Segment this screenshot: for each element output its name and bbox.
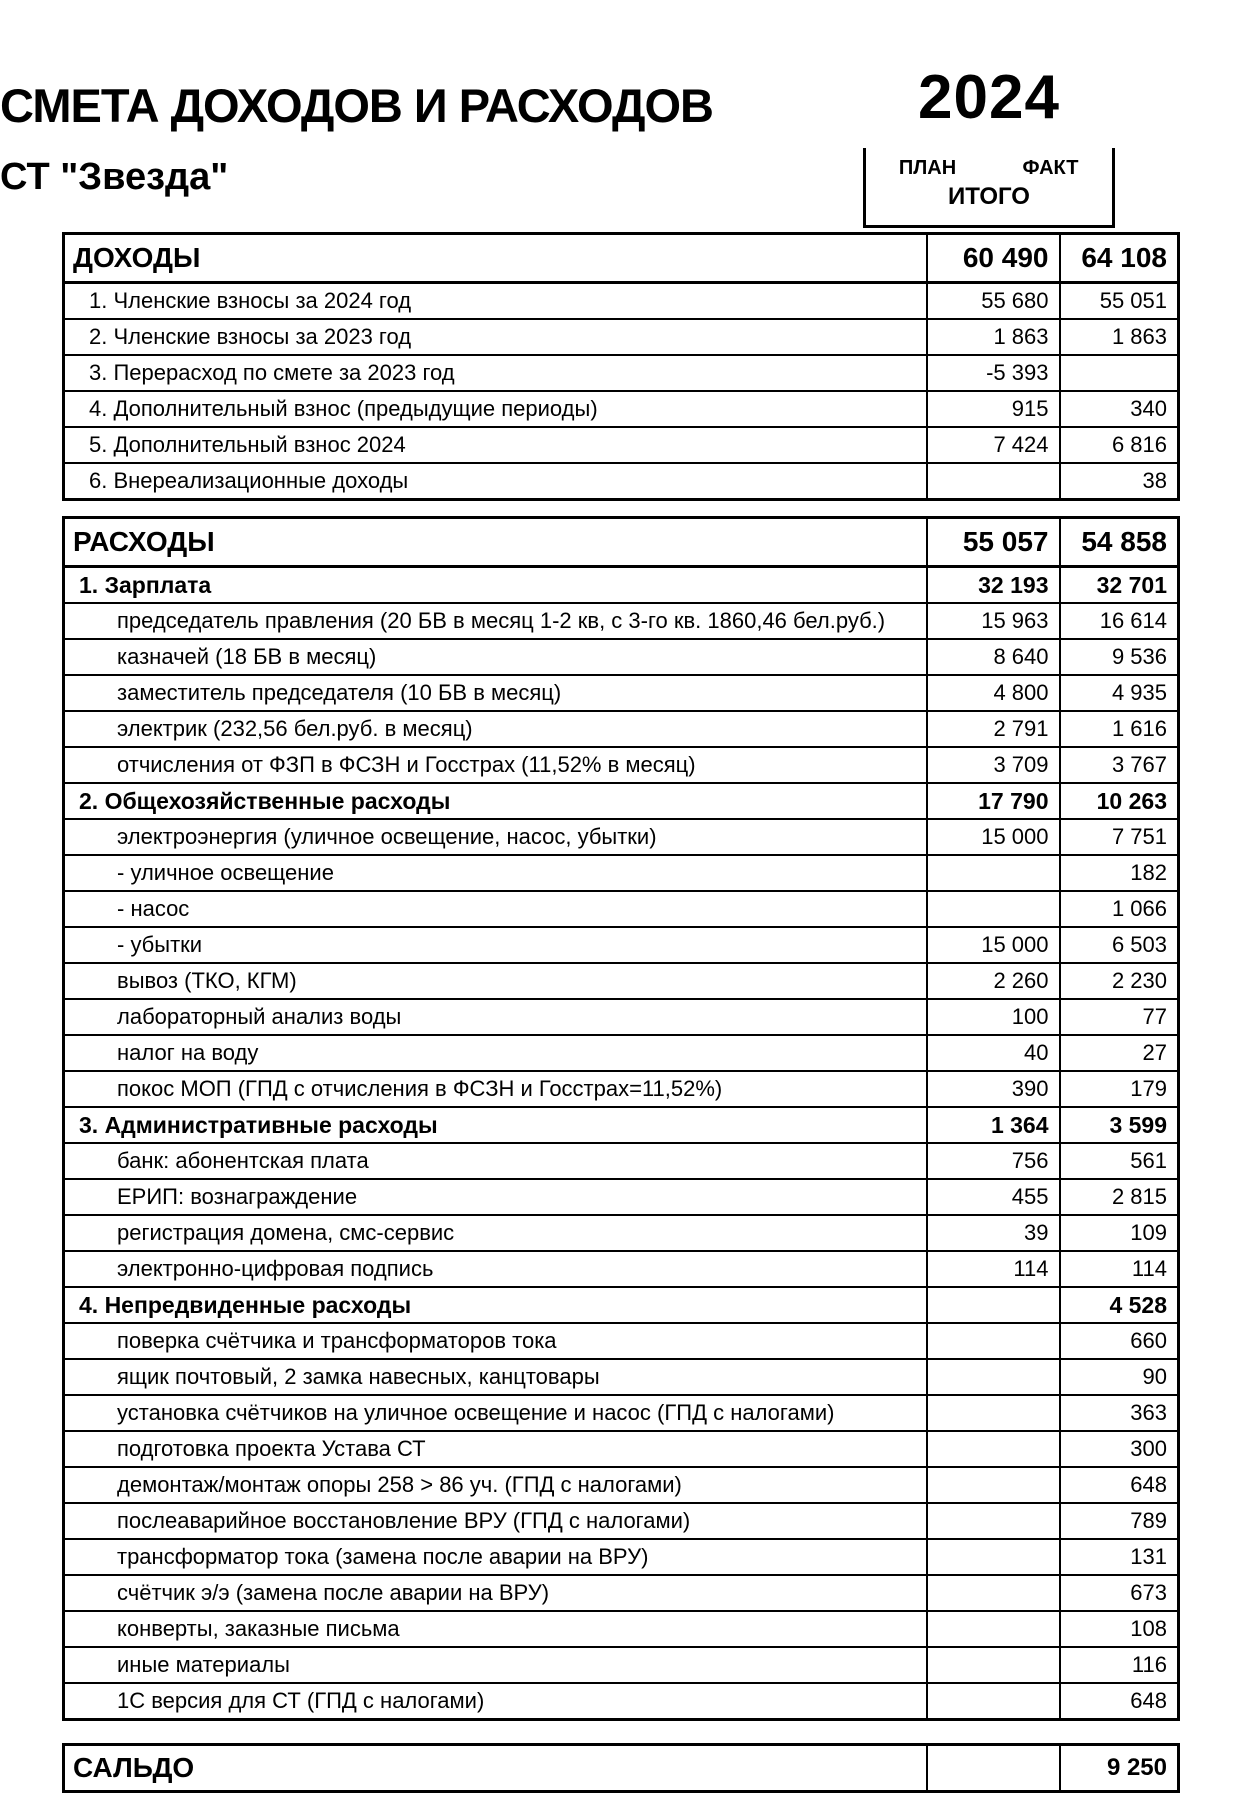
plan-value-cell bbox=[927, 1575, 1060, 1611]
row-label-cell: 1С версия для СТ (ГПД с налогами) bbox=[64, 1683, 927, 1720]
plan-value-cell: 55 057 bbox=[927, 518, 1060, 567]
plan-value-cell: -5 393 bbox=[927, 355, 1060, 391]
fact-value-cell: 108 bbox=[1060, 1611, 1179, 1647]
plan-value-cell bbox=[927, 1611, 1060, 1647]
fact-value-cell: 340 bbox=[1060, 391, 1179, 427]
income-table bbox=[62, 232, 1180, 501]
saldo-table bbox=[62, 1743, 1180, 1793]
plan-value-cell: 32 193 bbox=[927, 567, 1060, 604]
plan-value-cell: 756 bbox=[927, 1143, 1060, 1179]
plan-value-cell bbox=[927, 1359, 1060, 1395]
row-label-cell: демонтаж/монтаж опоры 258 > 86 уч. (ГПД с налогами) bbox=[64, 1467, 927, 1503]
fact-value-cell: 27 bbox=[1060, 1035, 1179, 1071]
row-label-cell: покос МОП (ГПД с отчисления в ФСЗН и Госстрах=11,52%) bbox=[64, 1071, 927, 1107]
fact-value-cell: 38 bbox=[1060, 463, 1179, 500]
table-row bbox=[64, 747, 1179, 783]
fact-value-cell: 363 bbox=[1060, 1395, 1179, 1431]
plan-value-cell: 455 bbox=[927, 1179, 1060, 1215]
fact-value-cell: 673 bbox=[1060, 1575, 1179, 1611]
table-row bbox=[64, 783, 1179, 819]
table-row bbox=[64, 1647, 1179, 1683]
row-label-cell: трансформатор тока (замена после аварии на ВРУ) bbox=[64, 1539, 927, 1575]
table-row bbox=[64, 427, 1179, 463]
table-row bbox=[64, 1503, 1179, 1539]
table-row bbox=[64, 855, 1179, 891]
plan-value-cell bbox=[927, 855, 1060, 891]
fact-value-cell: 109 bbox=[1060, 1215, 1179, 1251]
row-label-cell: 1. Зарплата bbox=[64, 567, 927, 604]
row-label-cell: РАСХОДЫ bbox=[64, 518, 927, 567]
row-label-cell: установка счётчиков на уличное освещение и насос (ГПД с налогами) bbox=[64, 1395, 927, 1431]
fact-value-cell: 114 bbox=[1060, 1251, 1179, 1287]
row-label-cell: ЕРИП: вознаграждение bbox=[64, 1179, 927, 1215]
fact-value-cell: 2 230 bbox=[1060, 963, 1179, 999]
fact-value-cell: 32 701 bbox=[1060, 567, 1179, 604]
fact-value-cell: 561 bbox=[1060, 1143, 1179, 1179]
plan-value-cell: 39 bbox=[927, 1215, 1060, 1251]
plan-value-cell: 4 800 bbox=[927, 675, 1060, 711]
fact-value-cell bbox=[1060, 355, 1179, 391]
row-label-cell: - убытки bbox=[64, 927, 927, 963]
plan-value-cell: 15 000 bbox=[927, 927, 1060, 963]
fact-value-cell: 3 599 bbox=[1060, 1107, 1179, 1143]
plan-value-cell bbox=[927, 1647, 1060, 1683]
fact-value-cell: 648 bbox=[1060, 1467, 1179, 1503]
row-label-cell: подготовка проекта Устава СТ bbox=[64, 1431, 927, 1467]
column-fact-label: ФАКТ bbox=[1022, 157, 1079, 179]
plan-value-cell bbox=[927, 1323, 1060, 1359]
fact-value-cell: 10 263 bbox=[1060, 783, 1179, 819]
plan-value-cell: 7 424 bbox=[927, 427, 1060, 463]
table-row bbox=[64, 1107, 1179, 1143]
row-label-cell: 2. Членские взносы за 2023 год bbox=[64, 319, 927, 355]
plan-value-cell bbox=[927, 1287, 1060, 1323]
table-row bbox=[64, 1035, 1179, 1071]
plan-value-cell: 2 260 bbox=[927, 963, 1060, 999]
row-label-cell: электронно-цифровая подпись bbox=[64, 1251, 927, 1287]
fact-value-cell: 1 066 bbox=[1060, 891, 1179, 927]
row-label-cell: регистрация домена, смс-сервис bbox=[64, 1215, 927, 1251]
plan-value-cell: 3 709 bbox=[927, 747, 1060, 783]
table-row bbox=[64, 999, 1179, 1035]
fact-value-cell: 9 536 bbox=[1060, 639, 1179, 675]
row-label-cell: заместитель председателя (10 БВ в месяц) bbox=[64, 675, 927, 711]
table-row bbox=[64, 639, 1179, 675]
plan-value-cell: 8 640 bbox=[927, 639, 1060, 675]
totals-label: ИТОГО bbox=[948, 183, 1030, 210]
fact-value-cell: 7 751 bbox=[1060, 819, 1179, 855]
table-row bbox=[64, 355, 1179, 391]
row-label-cell: - уличное освещение bbox=[64, 855, 927, 891]
fact-value-cell: 179 bbox=[1060, 1071, 1179, 1107]
row-label-cell: 3. Административные расходы bbox=[64, 1107, 927, 1143]
table-row bbox=[64, 234, 1179, 283]
row-label-cell: иные материалы bbox=[64, 1647, 927, 1683]
row-label-cell: конверты, заказные письма bbox=[64, 1611, 927, 1647]
table-row bbox=[64, 1251, 1179, 1287]
fact-value-cell: 300 bbox=[1060, 1431, 1179, 1467]
plan-value-cell bbox=[927, 1503, 1060, 1539]
table-row bbox=[64, 1143, 1179, 1179]
plan-value-cell: 15 000 bbox=[927, 819, 1060, 855]
row-label-cell: 5. Дополнительный взнос 2024 bbox=[64, 427, 927, 463]
table-row bbox=[64, 927, 1179, 963]
table-row bbox=[64, 1323, 1179, 1359]
row-label-cell: лабораторный анализ воды bbox=[64, 999, 927, 1035]
plan-value-cell: 1 863 bbox=[927, 319, 1060, 355]
column-plan-label: ПЛАН bbox=[898, 157, 957, 179]
plan-value-cell: 1 364 bbox=[927, 1107, 1060, 1143]
fact-value-cell: 789 bbox=[1060, 1503, 1179, 1539]
row-label-cell: 4. Непредвиденные расходы bbox=[64, 1287, 927, 1323]
table-row bbox=[64, 963, 1179, 999]
row-label-cell: послеаварийное восстановление ВРУ (ГПД с налогами) bbox=[64, 1503, 927, 1539]
plan-value-cell bbox=[927, 1431, 1060, 1467]
plan-value-cell bbox=[927, 1395, 1060, 1431]
table-row bbox=[64, 463, 1179, 500]
row-label-cell: председатель правления (20 БВ в месяц 1-2 кв, с 3-го кв. 1860,46 бел.руб.) bbox=[64, 603, 927, 639]
fact-value-cell: 77 bbox=[1060, 999, 1179, 1035]
table-row bbox=[64, 1179, 1179, 1215]
row-label-cell: ДОХОДЫ bbox=[64, 234, 927, 283]
plan-value-cell: 915 bbox=[927, 391, 1060, 427]
fact-value-cell: 648 bbox=[1060, 1683, 1179, 1720]
table-row bbox=[64, 283, 1179, 320]
row-label-cell: электрик (232,56 бел.руб. в месяц) bbox=[64, 711, 927, 747]
table-row bbox=[64, 891, 1179, 927]
row-label-cell: 1. Членские взносы за 2024 год bbox=[64, 283, 927, 320]
table-row bbox=[64, 1071, 1179, 1107]
fact-value-cell: 1 863 bbox=[1060, 319, 1179, 355]
row-label-cell: ящик почтовый, 2 замка навесных, канцтовары bbox=[64, 1359, 927, 1395]
plan-value-cell: 114 bbox=[927, 1251, 1060, 1287]
table-row bbox=[64, 567, 1179, 604]
plan-value-cell bbox=[927, 1745, 1060, 1792]
table-row bbox=[64, 1215, 1179, 1251]
fact-value-cell: 9 250 bbox=[1060, 1745, 1179, 1792]
table-row bbox=[64, 1539, 1179, 1575]
row-label-cell: САЛЬДО bbox=[64, 1745, 927, 1792]
plan-value-cell: 2 791 bbox=[927, 711, 1060, 747]
plan-value-cell bbox=[927, 1683, 1060, 1720]
fact-value-cell: 64 108 bbox=[1060, 234, 1179, 283]
table-row bbox=[64, 711, 1179, 747]
table-row bbox=[64, 1745, 1179, 1792]
row-label-cell: 4. Дополнительный взнос (предыдущие периоды) bbox=[64, 391, 927, 427]
row-label-cell: - насос bbox=[64, 891, 927, 927]
fact-value-cell: 3 767 bbox=[1060, 747, 1179, 783]
fact-value-cell: 4 528 bbox=[1060, 1287, 1179, 1323]
table-row bbox=[64, 1431, 1179, 1467]
row-label-cell: 3. Перерасход по смете за 2023 год bbox=[64, 355, 927, 391]
row-label-cell: казначей (18 БВ в месяц) bbox=[64, 639, 927, 675]
plan-value-cell: 55 680 bbox=[927, 283, 1060, 320]
fact-value-cell: 90 bbox=[1060, 1359, 1179, 1395]
table-row bbox=[64, 391, 1179, 427]
row-label-cell: отчисления от ФЗП в ФСЗН и Госстрах (11,52% в месяц) bbox=[64, 747, 927, 783]
table-row bbox=[64, 603, 1179, 639]
plan-value-cell bbox=[927, 1539, 1060, 1575]
plan-value-cell: 60 490 bbox=[927, 234, 1060, 283]
plan-value-cell: 15 963 bbox=[927, 603, 1060, 639]
plan-value-cell bbox=[927, 1467, 1060, 1503]
fact-value-cell: 4 935 bbox=[1060, 675, 1179, 711]
table-row bbox=[64, 1467, 1179, 1503]
table-row bbox=[64, 518, 1179, 567]
plan-value-cell bbox=[927, 891, 1060, 927]
document-title: СМЕТА ДОХОДОВ И РАСХОДОВ bbox=[0, 79, 713, 132]
table-row bbox=[64, 1611, 1179, 1647]
row-label-cell: счётчик э/э (замена после аварии на ВРУ) bbox=[64, 1575, 927, 1611]
table-row bbox=[64, 675, 1179, 711]
plan-value-cell: 100 bbox=[927, 999, 1060, 1035]
year-label: 2024 bbox=[918, 63, 1060, 132]
fact-value-cell: 54 858 bbox=[1060, 518, 1179, 567]
plan-value-cell: 390 bbox=[927, 1071, 1060, 1107]
expenses-table bbox=[62, 516, 1180, 1721]
row-label-cell: 6. Внереализационные доходы bbox=[64, 463, 927, 500]
fact-value-cell: 182 bbox=[1060, 855, 1179, 891]
table-row bbox=[64, 1395, 1179, 1431]
row-label-cell: банк: абонентская плата bbox=[64, 1143, 927, 1179]
row-label-cell: 2. Общехозяйственные расходы bbox=[64, 783, 927, 819]
fact-value-cell: 6 503 bbox=[1060, 927, 1179, 963]
row-label-cell: поверка счётчика и трансформаторов тока bbox=[64, 1323, 927, 1359]
organization-name: СТ "Звезда" bbox=[0, 156, 229, 198]
fact-value-cell: 660 bbox=[1060, 1323, 1179, 1359]
table-row bbox=[64, 1359, 1179, 1395]
fact-value-cell: 1 616 bbox=[1060, 711, 1179, 747]
table-row bbox=[64, 1287, 1179, 1323]
row-label-cell: налог на воду bbox=[64, 1035, 927, 1071]
fact-value-cell: 55 051 bbox=[1060, 283, 1179, 320]
table-row bbox=[64, 1575, 1179, 1611]
table-row bbox=[64, 819, 1179, 855]
table-row bbox=[64, 319, 1179, 355]
fact-value-cell: 16 614 bbox=[1060, 603, 1179, 639]
row-label-cell: вывоз (ТКО, КГМ) bbox=[64, 963, 927, 999]
plan-value-cell bbox=[927, 463, 1060, 500]
fact-value-cell: 116 bbox=[1060, 1647, 1179, 1683]
plan-value-cell: 40 bbox=[927, 1035, 1060, 1071]
fact-value-cell: 6 816 bbox=[1060, 427, 1179, 463]
plan-value-cell: 17 790 bbox=[927, 783, 1060, 819]
row-label-cell: электроэнергия (уличное освещение, насос, убытки) bbox=[64, 819, 927, 855]
table-row bbox=[64, 1683, 1179, 1720]
fact-value-cell: 131 bbox=[1060, 1539, 1179, 1575]
fact-value-cell: 2 815 bbox=[1060, 1179, 1179, 1215]
